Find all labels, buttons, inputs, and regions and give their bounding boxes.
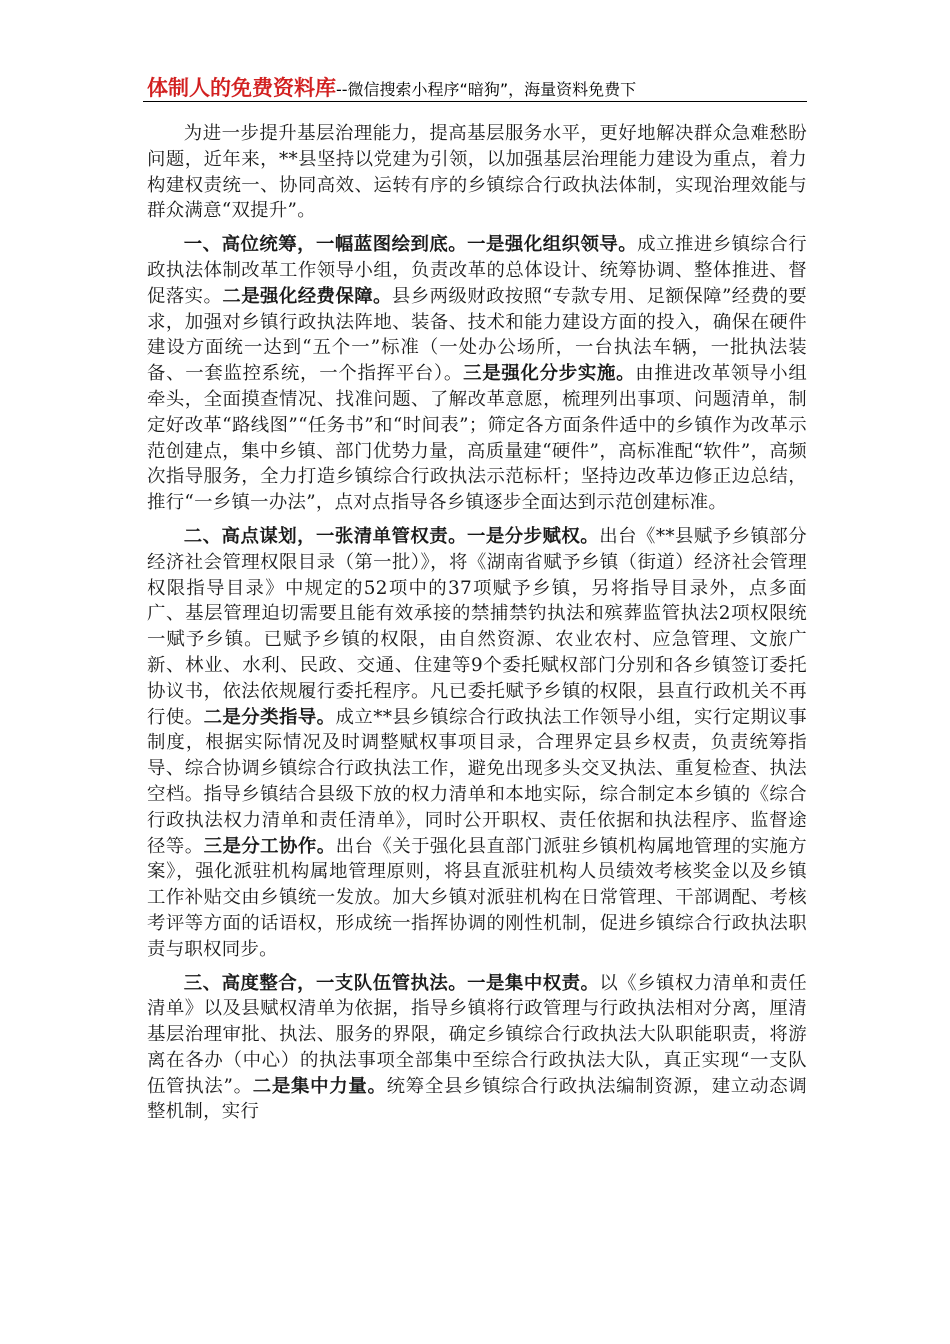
section-3-heading: 三、高度整合，一支队伍管执法。 bbox=[183, 972, 468, 994]
section-2-point-1-text: 出台《**县赋予乡镇部分经济社会管理权限目录（第一批）》，将《湖南省赋予乡镇（街道）经济社会管理权限指导目录》中规定的52项中的37项赋予乡镇，另将指导目录外，点多面广、基层管理迫切需要且能有效承接的禁捕禁钓执法和殡葬监管执法2项权限统一赋予乡镇。已赋予乡镇的权限，由自然资源、农业农村、应急管理、文旅广新、林业、水利、民政、交通、住建等9个委托赋权部门分别和各乡镇签订委托协议书，依法依规履行委托程序。凡已委托赋予乡镇的权限，县直行政机关不再行使。 bbox=[147, 525, 807, 728]
section-2-point-3-title: 三是分工协作。 bbox=[203, 835, 336, 857]
section-1-point-2-title: 二是强化经费保障。 bbox=[222, 285, 392, 307]
intro-text: 为进一步提升基层治理能力，提高基层服务水平，更好地解决群众急难愁盼问题，近年来，**县坚持以党建为引领，以加强基层治理能力建设为重点，着力构建权责统一、协同高效、运转有序的乡镇综合行政执法体制，实现治理效能与群众满意“双提升”。 bbox=[147, 123, 807, 222]
section-1-point-2-text: 县乡两级财政按照“专款专用、足额保障”经费的要求，加强对乡镇行政执法阵地、装备、技术和能力建设方面的投入，确保在硬件建设方面统一达到“五个一”标准（一处办公场所，一台执法车辆，一批执法装备、一套监控系统，一个指挥平台）。 bbox=[147, 285, 807, 385]
section-2-point-2-title: 二是分类指导。 bbox=[203, 706, 336, 728]
section-1-point-1-title: 一是强化组织领导。 bbox=[467, 234, 638, 256]
section-3-point-1-title: 一是集中权责。 bbox=[467, 972, 600, 994]
section-2-point-1-title: 一是分步赋权。 bbox=[467, 525, 600, 547]
document-body bbox=[147, 121, 807, 1133]
section-2-point-3-text: 出台《关于强化县直部门派驻乡镇机构属地管理的实施方案》，强化派驻机构属地管理原则，将县直派驻机构人员绩效考核奖金以及乡镇工作补贴交由乡镇统一发放。加大乡镇对派驻机构在日常管理、干部调配、考核考评等方面的话语权，形成统一指挥协调的刚性机制，促进乡镇综合行政执法职责与职权同步。 bbox=[147, 835, 807, 960]
intro-paragraph bbox=[147, 121, 807, 224]
section-1-point-1-text: 成立推进乡镇综合行政执法体制改革工作领导小组，负责改革的总体设计、统筹协调、整体推进、督促落实。 bbox=[147, 234, 807, 307]
section-1-heading: 一、高位统筹，一幅蓝图绘到底。 bbox=[183, 234, 468, 256]
section-2-paragraph bbox=[147, 524, 807, 963]
section-3-point-2-text: 统筹全县乡镇综合行政执法编制资源，建立动态调整机制，实行 bbox=[147, 1075, 808, 1123]
brand-title: 体制人的免费资料库 bbox=[147, 76, 336, 100]
section-2-heading: 二、高点谋划，一张清单管权责。 bbox=[183, 525, 468, 547]
header-tagline: --微信搜索小程序“暗狗”，海量资料免费下 bbox=[336, 80, 637, 99]
page-header bbox=[147, 72, 807, 102]
section-3-paragraph bbox=[147, 971, 807, 1126]
section-3-point-2-title: 二是集中力量。 bbox=[252, 1075, 387, 1097]
section-1-point-3-title: 三是强化分步实施。 bbox=[463, 363, 636, 385]
section-3-point-1-text: 以《乡镇权力清单和责任清单》以及县赋权清单为依据，指导乡镇将行政管理与行政执法相对分离，厘清基层治理审批、执法、服务的界限，确定乡镇综合行政执法大队职能职责，将游离在各办（中心）的执法事项全部集中至综合行政执法大队，真正实现“一支队伍管执法”。 bbox=[147, 972, 807, 1097]
section-1-paragraph bbox=[147, 232, 807, 516]
section-2-point-2-text: 成立**县乡镇综合行政执法工作领导小组，实行定期议事制度，根据实际情况及时调整赋权事项目录，合理界定县乡权责，负责统筹指导、综合协调乡镇综合行政执法工作，避免出现多头交叉执法、重复检查、执法空档。指导乡镇结合县级下放的权力清单和本地实际，综合制定本乡镇的《综合行政执法权力清单和责任清单》，同时公开职权、责任依据和执法程序、监督途径等。 bbox=[147, 706, 807, 857]
header-divider bbox=[143, 101, 807, 102]
section-1-point-3-text: 由推进改革领导小组牵头，全面摸查情况、找准问题、了解改革意愿，梳理列出事项、问题清单，制定好改革“路线图”“任务书”和“时间表”；筛定各方面条件适中的乡镇作为改革示范创建点，集中乡镇、部门优势力量，高质量建“硬件”，高标准配“软件”，高频次指导服务，全力打造乡镇综合行政执法示范标杆；坚持边改革边修正边总结，推行“一乡镇一办法”，点对点指导各乡镇逐步全面达到示范创建标准。 bbox=[147, 363, 808, 514]
